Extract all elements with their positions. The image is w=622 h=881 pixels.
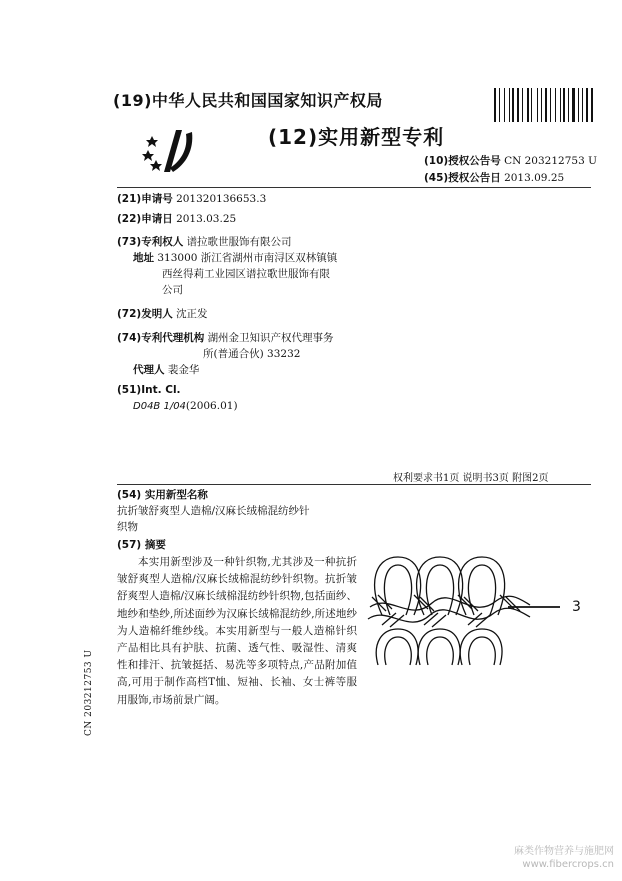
patentee-row	[117, 234, 292, 250]
utility-model-title-line1: 抗折皱舒爽型人造棉/汉麻长绒棉混纺纱针	[117, 505, 310, 517]
app-date-row	[117, 211, 236, 227]
inventor: 沈正发	[176, 308, 208, 320]
ipc-label: (51)Int. Cl.	[117, 384, 181, 396]
agency-label: (74)专利代理机构	[117, 332, 205, 344]
utility-model-title-line2: 织物	[117, 521, 138, 533]
pub-no-label: (10)授权公告号	[424, 155, 501, 167]
app-no-label: (21)申请号	[117, 193, 173, 205]
inventor-label: (72)发明人	[117, 308, 173, 320]
ipc-row	[117, 382, 181, 398]
divider-bottom	[117, 484, 591, 485]
cnipa-logo	[140, 126, 198, 174]
address-line2: 西丝得莉工业园区谱拉歌世服饰有限	[162, 268, 330, 280]
agent: 裴金华	[167, 364, 200, 376]
patentee: 谱拉歌世服饰有限公司	[186, 236, 292, 248]
ipc-code: D04B 1/04	[133, 401, 186, 412]
title-label: (54) 实用新型名称	[117, 489, 208, 501]
abstract-label: (57) 摘要	[117, 539, 166, 551]
ipc-classification	[133, 398, 238, 415]
address-line1: 313000 浙江省湖州市南浔区双林镇镇	[157, 252, 338, 264]
publication-info	[424, 153, 597, 187]
pub-no: CN 203212753 U	[504, 155, 597, 167]
agency-line1: 湖州金卫知识产权代理事务	[207, 332, 334, 344]
address-line3: 公司	[162, 284, 183, 296]
ipc-version: (2006.01)	[185, 400, 238, 412]
agent-row	[133, 362, 199, 378]
patentee-label: (73)专利权人	[117, 236, 184, 248]
agency-line2: 所(普通合伙) 33232	[203, 348, 301, 360]
pub-date: 2013.09.25	[504, 172, 565, 184]
figure-callout: 3	[572, 599, 581, 615]
document-type: (12)实用新型专利	[268, 125, 445, 149]
address-row	[133, 250, 337, 266]
app-date-label: (22)申请日	[117, 213, 173, 225]
divider-top	[117, 187, 591, 188]
pub-date-label: (45)授权公告日	[424, 172, 501, 184]
agency-row	[117, 330, 334, 346]
authority-title: (19)中华人民共和国国家知识产权局	[113, 91, 383, 110]
barcode	[494, 88, 596, 122]
sidebar-publication-code: CN 203212753 U	[84, 649, 94, 736]
app-no: 201320136653.3	[176, 193, 267, 205]
agent-label: 代理人	[133, 364, 165, 376]
knit-fabric-figure	[360, 545, 581, 670]
app-no-row	[117, 191, 266, 207]
page-counts: 权利要求书1页 说明书3页 附图2页	[393, 473, 549, 484]
address-label: 地址	[133, 252, 154, 264]
site-watermark: 麻类作物营养与施肥网 www.fibercrops.cn	[514, 846, 614, 870]
app-date: 2013.03.25	[176, 213, 237, 225]
abstract-text: 本实用新型涉及一种针织物,尤其涉及一种抗折皱舒爽型人造棉/汉麻长绒棉混纺纱针织物。抗折皱舒爽型人造棉/汉麻长绒棉混纺纱针织物,包括面纱、地纱和垫纱,所述面纱为汉麻长绒棉混纺纱,所述地纱为人造棉纤维纱线。本实用新型与一般人造棉针织产品相比具有护肤、抗菌、透气性、吸湿性、清爽性和排汗、抗皱挺括、易洗等多项特点,产品附加值高,可用于制作高档T恤、短袖、长袖、女士裤等服用服饰,市场前景广阔。	[117, 556, 357, 706]
inventor-row	[117, 306, 208, 322]
